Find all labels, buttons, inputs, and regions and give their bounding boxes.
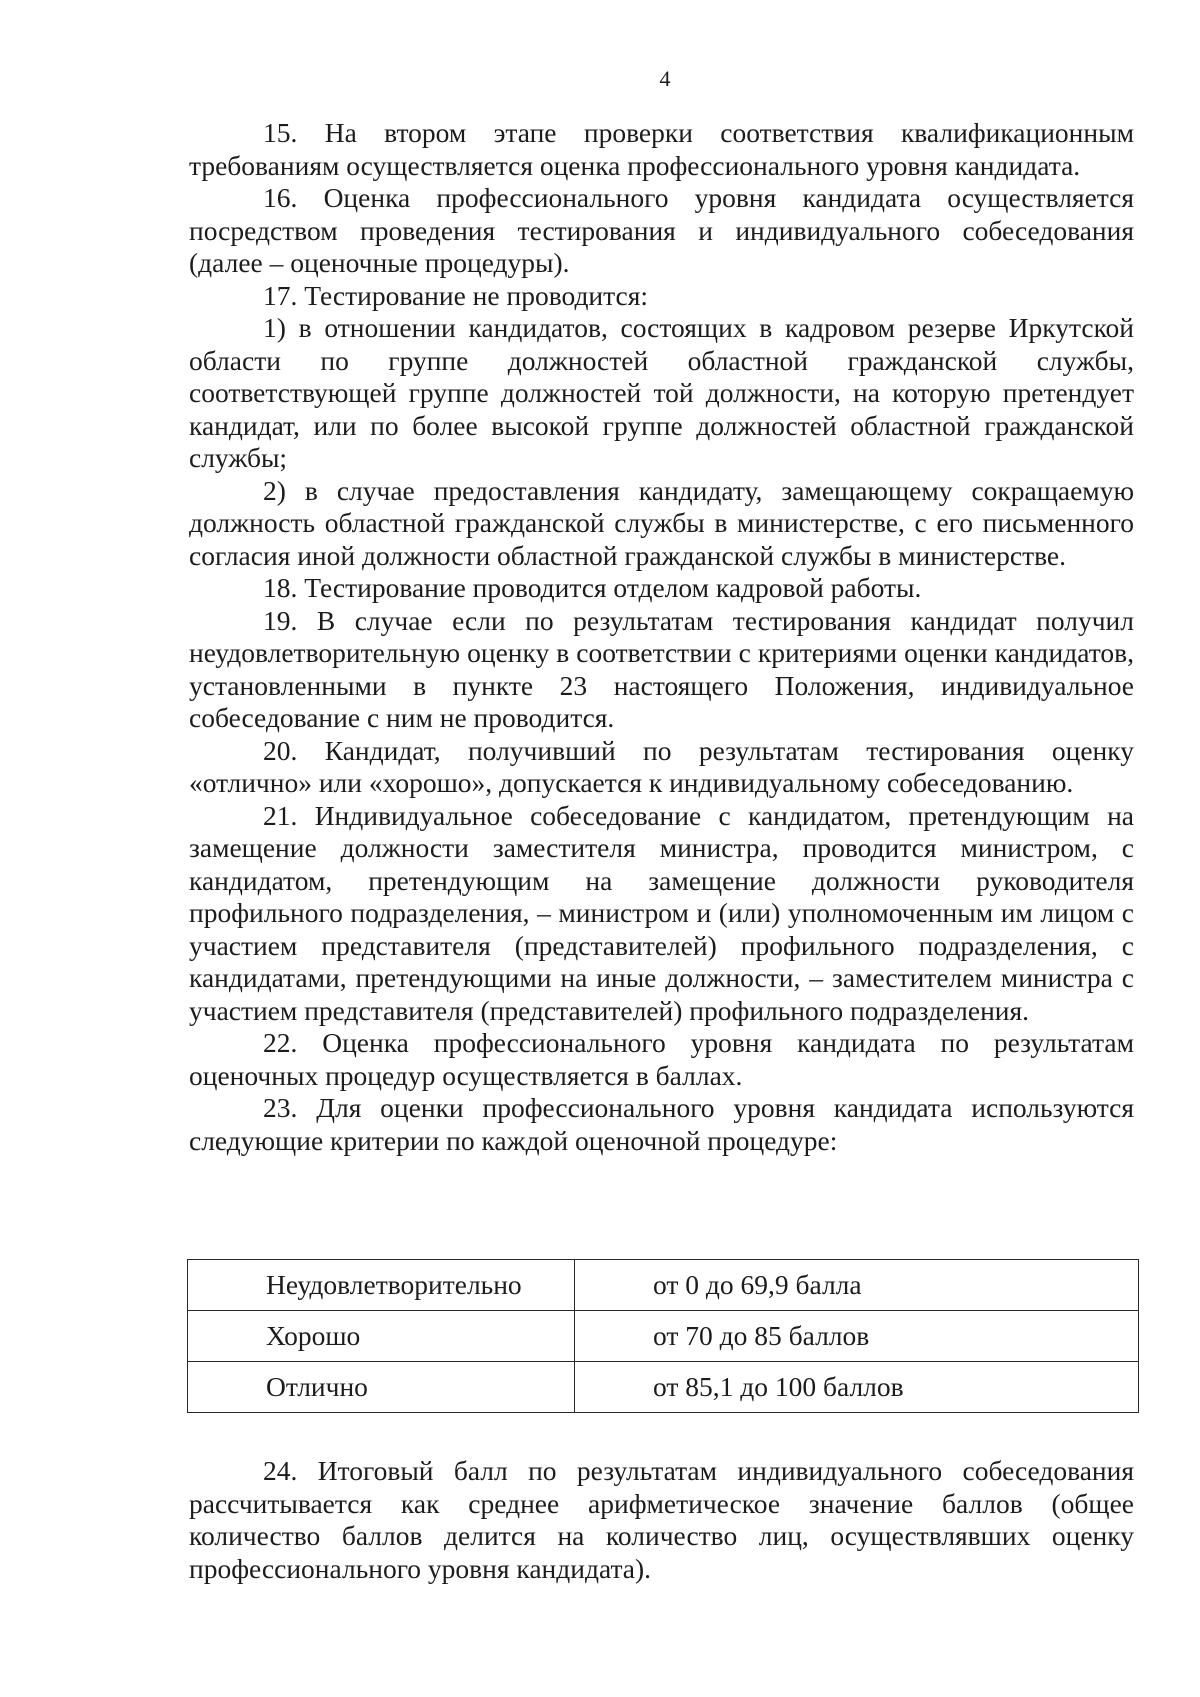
criteria-table-wrapper — [187, 1259, 1139, 1413]
paragraph-22: 22. Оценка профессионального уровня кандидата по результатам оценочных процедур осуществляется в баллах. — [189, 1027, 1134, 1091]
paragraph-19: 19. В случае если по результатам тестирования кандидат получил неудовлетворительную оценку в соответствии с критериями оценки кандидатов, установленными в пункте 23 настоящего Положения, индивидуальное собеседование с ним не проводится. — [189, 604, 1134, 733]
table-row — [188, 1311, 1139, 1362]
paragraph-17-item-2: 2) в случае предоставления кандидату, замещающему сокращаемую должность областной гражданской службы в министерстве, с его письменного согласия иной должности областной гражданской службы в министерстве. — [189, 474, 1134, 571]
range-cell: от 0 до 69,9 балла — [575, 1260, 1139, 1311]
document-body-after-table — [189, 1455, 1134, 1585]
paragraph-21: 21. Индивидуальное собеседование с кандидатом, претендующим на замещение должности заместителя министра, проводится министром, с кандидатом, претендующим на замещение должности руководителя профильного подразделения, – министром и (или) уполномоченным им лицом с участием представителя (представителей) профильного подразделения, с кандидатами, претендующими на иные должности, – заместителем министра с участием представителя (представителей) профильного подразделения. — [189, 799, 1134, 1026]
table-row — [188, 1260, 1139, 1311]
paragraph-24: 24. Итоговый балл по результатам индивидуального собеседования рассчитывается как среднее арифметическое значение баллов (общее количество баллов делится на количество лиц, осуществлявших оценку профессионального уровня кандидата). — [189, 1455, 1134, 1584]
page-number: 4 — [659, 66, 671, 91]
criteria-table — [187, 1259, 1139, 1413]
grade-cell: Неудовлетворительно — [188, 1260, 575, 1311]
paragraph-17: 17. Тестирование не проводится: — [263, 279, 648, 311]
table-row — [188, 1362, 1139, 1413]
range-cell: от 70 до 85 баллов — [575, 1311, 1139, 1362]
document-body — [189, 117, 1134, 1157]
grade-cell: Отлично — [188, 1362, 575, 1413]
paragraph-15: 15. На втором этапе проверки соответствия квалификационным требованиям осуществляется оценка профессионального уровня кандидата. — [189, 117, 1134, 181]
paragraph-16: 16. Оценка профессионального уровня кандидата осуществляется посредством проведения тестирования и индивидуального собеседования (далее – оценочные процедуры). — [189, 182, 1134, 278]
grade-cell: Хорошо — [188, 1311, 575, 1362]
paragraph-18: 18. Тестирование проводится отделом кадровой работы. — [263, 572, 922, 603]
paragraph-17-item-1: 1) в отношении кандидатов, состоящих в кадровом резерве Иркутской области по группе должностей областной гражданской службы, соответствующей группе должностей той должности, на которую претендует кандидат, или по более высокой группе должностей областной гражданской службы; — [189, 312, 1134, 473]
paragraph-20: 20. Кандидат, получивший по результатам тестирования оценку «отлично» или «хорошо», допускается к индивидуальному собеседованию. — [189, 734, 1134, 798]
range-cell: от 85,1 до 100 баллов — [575, 1362, 1139, 1413]
paragraph-23: 23. Для оценки профессионального уровня кандидата используются следующие критерии по каждой оценочной процедуре: — [189, 1092, 1134, 1156]
